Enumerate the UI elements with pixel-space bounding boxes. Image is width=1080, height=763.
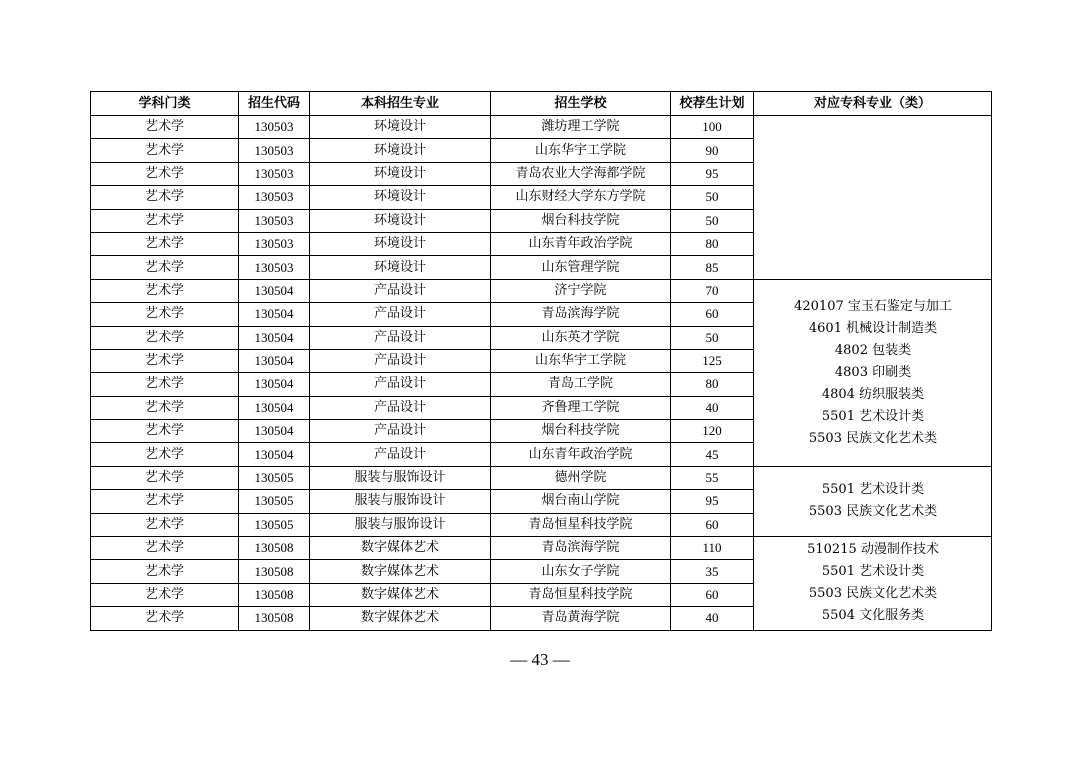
discipline-cell: 艺术学 [91, 607, 239, 630]
header-plan: 校荐生计划 [671, 92, 754, 116]
discipline-cell: 艺术学 [91, 139, 239, 162]
plan-cell: 45 [671, 443, 754, 466]
plan-cell: 110 [671, 537, 754, 560]
school-cell: 青岛农业大学海都学院 [491, 162, 671, 185]
plan-cell: 95 [671, 162, 754, 185]
mapping-cell [754, 537, 992, 631]
discipline-cell: 艺术学 [91, 209, 239, 232]
major-cell: 环境设计 [310, 162, 491, 185]
school-cell: 山东女子学院 [491, 560, 671, 583]
code-cell: 130503 [239, 256, 310, 279]
code-cell: 130503 [239, 116, 310, 139]
table-row [91, 279, 992, 302]
code-cell: 130508 [239, 560, 310, 583]
code-cell: 130503 [239, 209, 310, 232]
header-major: 本科招生专业 [310, 92, 491, 116]
header-school: 招生学校 [491, 92, 671, 116]
code-cell: 130505 [239, 466, 310, 489]
school-cell: 山东财经大学东方学院 [491, 186, 671, 209]
header-code: 招生代码 [239, 92, 310, 116]
discipline-cell: 艺术学 [91, 396, 239, 419]
major-cell: 产品设计 [310, 349, 491, 372]
enrollment-plan-table [90, 91, 992, 631]
major-cell: 环境设计 [310, 186, 491, 209]
code-cell: 130504 [239, 373, 310, 396]
major-cell: 环境设计 [310, 139, 491, 162]
major-cell: 数字媒体艺术 [310, 607, 491, 630]
mapping-cell [754, 116, 992, 280]
code-cell: 130508 [239, 583, 310, 606]
school-cell: 山东青年政治学院 [491, 443, 671, 466]
school-cell: 青岛恒星科技学院 [491, 513, 671, 536]
code-cell: 130505 [239, 513, 310, 536]
mapping-line: 5501 艺术设计类 [821, 564, 925, 580]
major-cell: 环境设计 [310, 116, 491, 139]
mapping-line: 5503 民族文化艺术类 [808, 430, 938, 446]
plan-cell: 35 [671, 560, 754, 583]
plan-cell: 100 [671, 116, 754, 139]
school-cell: 烟台南山学院 [491, 490, 671, 513]
school-cell: 山东青年政治学院 [491, 232, 671, 255]
major-cell: 产品设计 [310, 279, 491, 302]
discipline-cell: 艺术学 [91, 420, 239, 443]
code-cell: 130504 [239, 420, 310, 443]
major-cell: 产品设计 [310, 443, 491, 466]
discipline-cell: 艺术学 [91, 490, 239, 513]
discipline-cell: 艺术学 [91, 116, 239, 139]
discipline-cell: 艺术学 [91, 256, 239, 279]
plan-cell: 50 [671, 326, 754, 349]
school-cell: 潍坊理工学院 [491, 116, 671, 139]
mapping-line: 5503 民族文化艺术类 [808, 586, 938, 602]
table-header-row [91, 92, 992, 116]
major-cell: 服装与服饰设计 [310, 513, 491, 536]
plan-cell: 90 [671, 139, 754, 162]
major-cell: 数字媒体艺术 [310, 560, 491, 583]
code-cell: 130508 [239, 607, 310, 630]
code-cell: 130503 [239, 162, 310, 185]
discipline-cell: 艺术学 [91, 513, 239, 536]
plan-cell: 70 [671, 279, 754, 302]
school-cell: 青岛黄海学院 [491, 607, 671, 630]
major-cell: 数字媒体艺术 [310, 537, 491, 560]
discipline-cell: 艺术学 [91, 349, 239, 372]
mapping-cell [754, 466, 992, 536]
mapping-line: 4802 包装类 [834, 342, 912, 358]
discipline-cell: 艺术学 [91, 326, 239, 349]
discipline-cell: 艺术学 [91, 279, 239, 302]
plan-cell: 80 [671, 232, 754, 255]
school-cell: 山东华宇工学院 [491, 139, 671, 162]
mapping-line: 5503 民族文化艺术类 [808, 504, 938, 520]
discipline-cell: 艺术学 [91, 537, 239, 560]
school-cell: 德州学院 [491, 466, 671, 489]
plan-cell: 120 [671, 420, 754, 443]
header-discipline: 学科门类 [91, 92, 239, 116]
code-cell: 130504 [239, 279, 310, 302]
page-number: — 43 — [510, 650, 570, 669]
school-cell: 青岛工学院 [491, 373, 671, 396]
discipline-cell: 艺术学 [91, 443, 239, 466]
plan-cell: 40 [671, 396, 754, 419]
discipline-cell: 艺术学 [91, 186, 239, 209]
plan-cell: 60 [671, 303, 754, 326]
major-cell: 产品设计 [310, 303, 491, 326]
major-cell: 环境设计 [310, 256, 491, 279]
code-cell: 130503 [239, 186, 310, 209]
major-cell: 服装与服饰设计 [310, 490, 491, 513]
major-cell: 产品设计 [310, 373, 491, 396]
school-cell: 齐鲁理工学院 [491, 396, 671, 419]
code-cell: 130504 [239, 396, 310, 419]
major-cell: 服装与服饰设计 [310, 466, 491, 489]
plan-cell: 60 [671, 513, 754, 536]
plan-cell: 50 [671, 209, 754, 232]
mapping-line: 5501 艺术设计类 [821, 482, 925, 498]
school-cell: 青岛恒星科技学院 [491, 583, 671, 606]
table-row [91, 537, 992, 560]
plan-cell: 125 [671, 349, 754, 372]
school-cell: 烟台科技学院 [491, 420, 671, 443]
code-cell: 130504 [239, 443, 310, 466]
school-cell: 青岛滨海学院 [491, 537, 671, 560]
mapping-line: 5501 艺术设计类 [821, 408, 925, 424]
plan-cell: 85 [671, 256, 754, 279]
major-cell: 环境设计 [310, 232, 491, 255]
discipline-cell: 艺术学 [91, 162, 239, 185]
discipline-cell: 艺术学 [91, 583, 239, 606]
table-row [91, 466, 992, 489]
mapping-line: 420107 宝玉石鉴定与加工 [794, 298, 952, 314]
discipline-cell: 艺术学 [91, 232, 239, 255]
code-cell: 130508 [239, 537, 310, 560]
discipline-cell: 艺术学 [91, 373, 239, 396]
major-cell: 产品设计 [310, 326, 491, 349]
table-row [91, 116, 992, 139]
mapping-line: 5504 文化服务类 [821, 608, 925, 624]
code-cell: 130504 [239, 349, 310, 372]
plan-cell: 95 [671, 490, 754, 513]
school-cell: 济宁学院 [491, 279, 671, 302]
plan-cell: 50 [671, 186, 754, 209]
school-cell: 山东华宇工学院 [491, 349, 671, 372]
code-cell: 130504 [239, 303, 310, 326]
school-cell: 青岛滨海学院 [491, 303, 671, 326]
discipline-cell: 艺术学 [91, 466, 239, 489]
mapping-line: 4804 纺织服装类 [821, 386, 925, 402]
plan-cell: 40 [671, 607, 754, 630]
plan-cell: 55 [671, 466, 754, 489]
discipline-cell: 艺术学 [91, 560, 239, 583]
school-cell: 烟台科技学院 [491, 209, 671, 232]
header-mapping: 对应专科专业（类） [754, 92, 992, 116]
mapping-cell [754, 279, 992, 466]
major-cell: 环境设计 [310, 209, 491, 232]
discipline-cell: 艺术学 [91, 303, 239, 326]
code-cell: 130503 [239, 232, 310, 255]
mapping-line: 4601 机械设计制造类 [808, 320, 938, 336]
major-cell: 产品设计 [310, 420, 491, 443]
mapping-line: 510215 动漫制作技术 [807, 542, 939, 558]
plan-cell: 60 [671, 583, 754, 606]
plan-cell: 80 [671, 373, 754, 396]
school-cell: 山东管理学院 [491, 256, 671, 279]
mapping-line: 4803 印刷类 [834, 364, 912, 380]
code-cell: 130504 [239, 326, 310, 349]
major-cell: 产品设计 [310, 396, 491, 419]
code-cell: 130505 [239, 490, 310, 513]
school-cell: 山东英才学院 [491, 326, 671, 349]
code-cell: 130503 [239, 139, 310, 162]
major-cell: 数字媒体艺术 [310, 583, 491, 606]
